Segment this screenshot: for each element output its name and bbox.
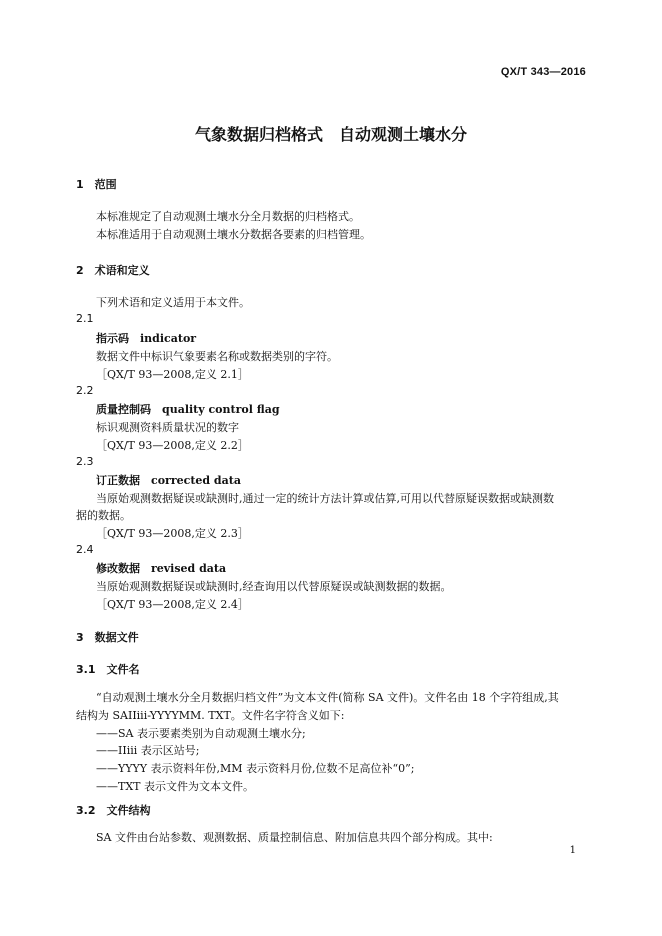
- section-title: 文件名: [106, 663, 140, 676]
- term-reference: ［QX/T 93—2008,定义 2.3］: [96, 527, 249, 540]
- term-name: [96, 330, 196, 346]
- term-name: [96, 472, 241, 488]
- term-zh: 质量控制码: [96, 403, 151, 416]
- section-number: 1: [76, 178, 84, 191]
- paragraph: 下列术语和定义适用于本文件。: [96, 296, 250, 309]
- list-item: ——SA 表示要素类别为自动观测土壤水分;: [96, 727, 306, 740]
- term-en: quality control flag: [162, 403, 280, 416]
- paragraph: SA 文件由台站参数、观测数据、质量控制信息、附加信息共四个部分构成。其中:: [96, 831, 493, 844]
- term-name: [96, 401, 280, 417]
- list-item: ——IIiii 表示区站号;: [96, 744, 200, 757]
- term-definition: 标识观测资料质量状况的数字: [96, 421, 239, 434]
- paragraph-continued: 结构为 SAIIiii-YYYYMM. TXT。文件名字符含义如下:: [76, 709, 345, 722]
- section-number: 3.1: [76, 663, 96, 676]
- section-title: 文件结构: [106, 804, 151, 817]
- section-title: 术语和定义: [94, 264, 150, 277]
- term-number: 2.3: [76, 455, 94, 468]
- term-name: [96, 560, 226, 576]
- subsection-3-1-heading: [76, 661, 140, 677]
- section-number: 3: [76, 631, 84, 644]
- term-reference: ［QX/T 93—2008,定义 2.2］: [96, 439, 249, 452]
- paragraph: 本标准规定了自动观测土壤水分全月数据的归档格式。: [96, 210, 360, 223]
- term-definition: 当原始观测数据疑误或缺测时,经查询用以代替原疑误或缺测数据的数据。: [96, 580, 452, 593]
- term-definition: 数据文件中标识气象要素名称或数据类别的字符。: [96, 350, 338, 363]
- section-number: 2: [76, 264, 84, 277]
- term-en: corrected data: [151, 474, 241, 487]
- term-reference: ［QX/T 93—2008,定义 2.1］: [96, 368, 249, 381]
- term-number: 2.4: [76, 543, 94, 556]
- list-item: ——YYYY 表示资料年份,MM 表示资料月份,位数不足高位补“0”;: [96, 762, 415, 775]
- section-3-heading: [76, 629, 139, 645]
- paragraph: “自动观测土壤水分全月数据归档文件”为文本文件(简称 SA 文件)。文件名由 18 个字符组成,其: [96, 691, 559, 704]
- document-title: 气象数据归档格式 自动观测土壤水分: [194, 125, 467, 144]
- paragraph: 本标准适用于自动观测土壤水分数据各要素的归档管理。: [96, 228, 371, 241]
- section-2-heading: [76, 262, 150, 278]
- term-en: indicator: [140, 332, 197, 345]
- standard-code: QX/T 343—2016: [500, 66, 586, 78]
- subsection-3-2-heading: [76, 802, 151, 818]
- term-number: 2.2: [76, 384, 94, 397]
- section-title: 数据文件: [94, 631, 139, 644]
- page-number: 1: [569, 845, 576, 856]
- term-number: 2.1: [76, 312, 94, 325]
- term-zh: 修改数据: [96, 562, 140, 575]
- section-title: 范围: [94, 178, 117, 191]
- section-number: 3.2: [76, 804, 96, 817]
- term-definition-continued: 据的数据。: [76, 509, 131, 522]
- section-1-heading: [76, 176, 117, 192]
- term-zh: 指示码: [96, 332, 129, 345]
- term-zh: 订正数据: [96, 474, 140, 487]
- list-item: ——TXT 表示文件为文本文件。: [96, 780, 255, 793]
- term-definition: 当原始观测数据疑误或缺测时,通过一定的统计方法计算或估算,可用以代替原疑误数据或缺测数: [96, 492, 554, 505]
- term-en: revised data: [151, 562, 227, 575]
- term-reference: ［QX/T 93—2008,定义 2.4］: [96, 598, 249, 611]
